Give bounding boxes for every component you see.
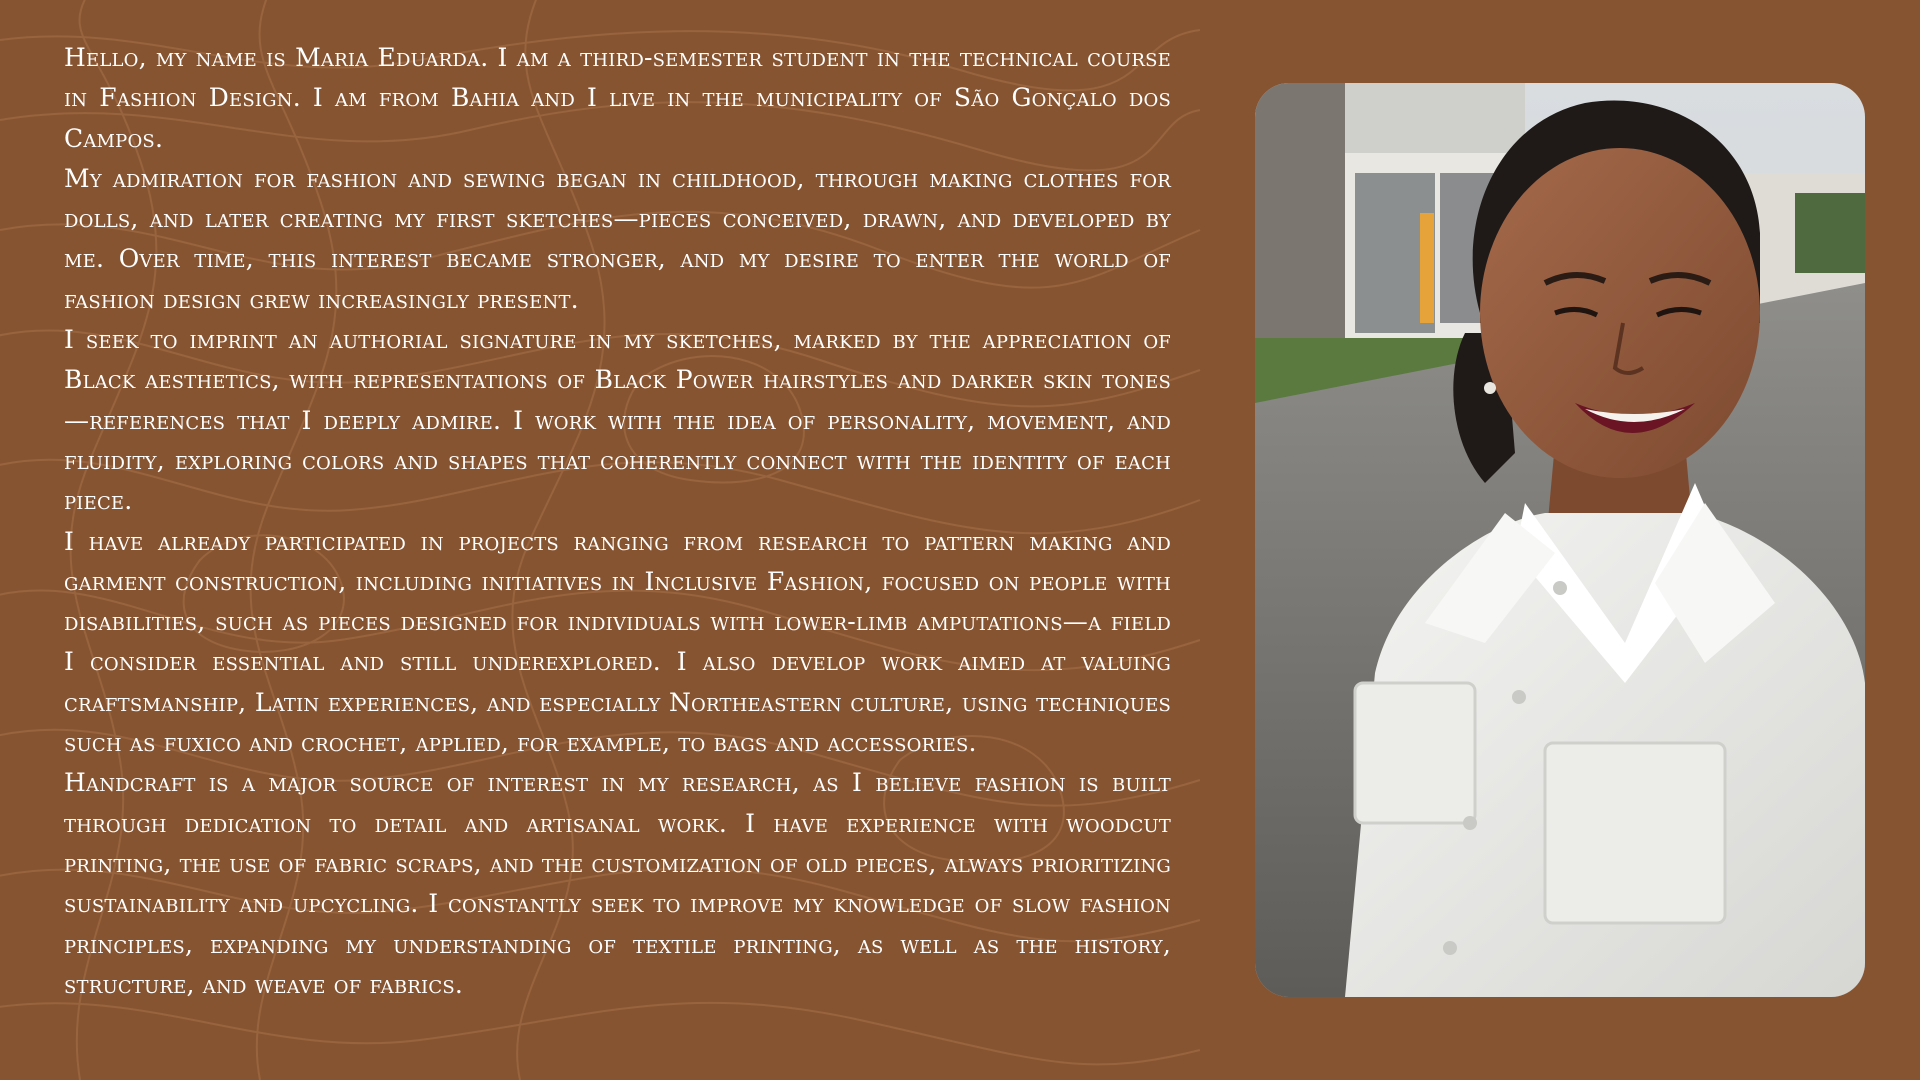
bio-paragraph-handcraft: Handcraft is a major source of interest in my research, as I believe fashion is built through dedication to detail and artisanal work. I have experience with woodcut printing, the use of fabric scraps, and the customization of old pieces, always prioritizing sustainability and upcycling. I constantly seek to improve my knowledge of slow fashion principles, expanding my understanding of textile printing, as well as the history, structure, and weave of fabrics. [64, 768, 1172, 999]
bio-paragraph-intro: Hello, my name is Maria Eduarda. I am a third-semester student in the technical course in Fashion Design. I am from Bahia and I live in the municipality of São Gonçalo dos Campos. [64, 43, 1171, 153]
portrait-photo [1255, 83, 1865, 997]
bio-text [64, 38, 1171, 1005]
bio-paragraph-projects: I have already participated in projects ranging from research to pattern making and garment construction, including initiatives in Inclusive Fashion, focused on people with disabilities, such as pieces designed for individuals with lower-limb amputations—a field I consider essential and still underexplored. I also develop work aimed at valuing craftsmanship, Latin experiences, and especially Northeastern culture, using techniques such as fuxico and crochet, applied, for example, to bags and accessories. [64, 526, 1171, 758]
bio-paragraph-authorial-signature: I seek to imprint an authorial signature in my sketches, marked by the appreciation of Black aesthetics, with representations of Black Power hairstyles and darker skin tones—references that I deeply admire. I work with the idea of personality, movement, and fluidity, exploring colors and shapes that coherently connect with the identity of each piece. [64, 325, 1171, 516]
bio-paragraph-origin-of-interest: My admiration for fashion and sewing began in childhood, through making clothes for dolls, and later creating my first sketches—pieces conceived, drawn, and developed by me. Over time, this interest became stronger, and my desire to enter the world of fashion design grew increasingly present. [64, 163, 1171, 314]
